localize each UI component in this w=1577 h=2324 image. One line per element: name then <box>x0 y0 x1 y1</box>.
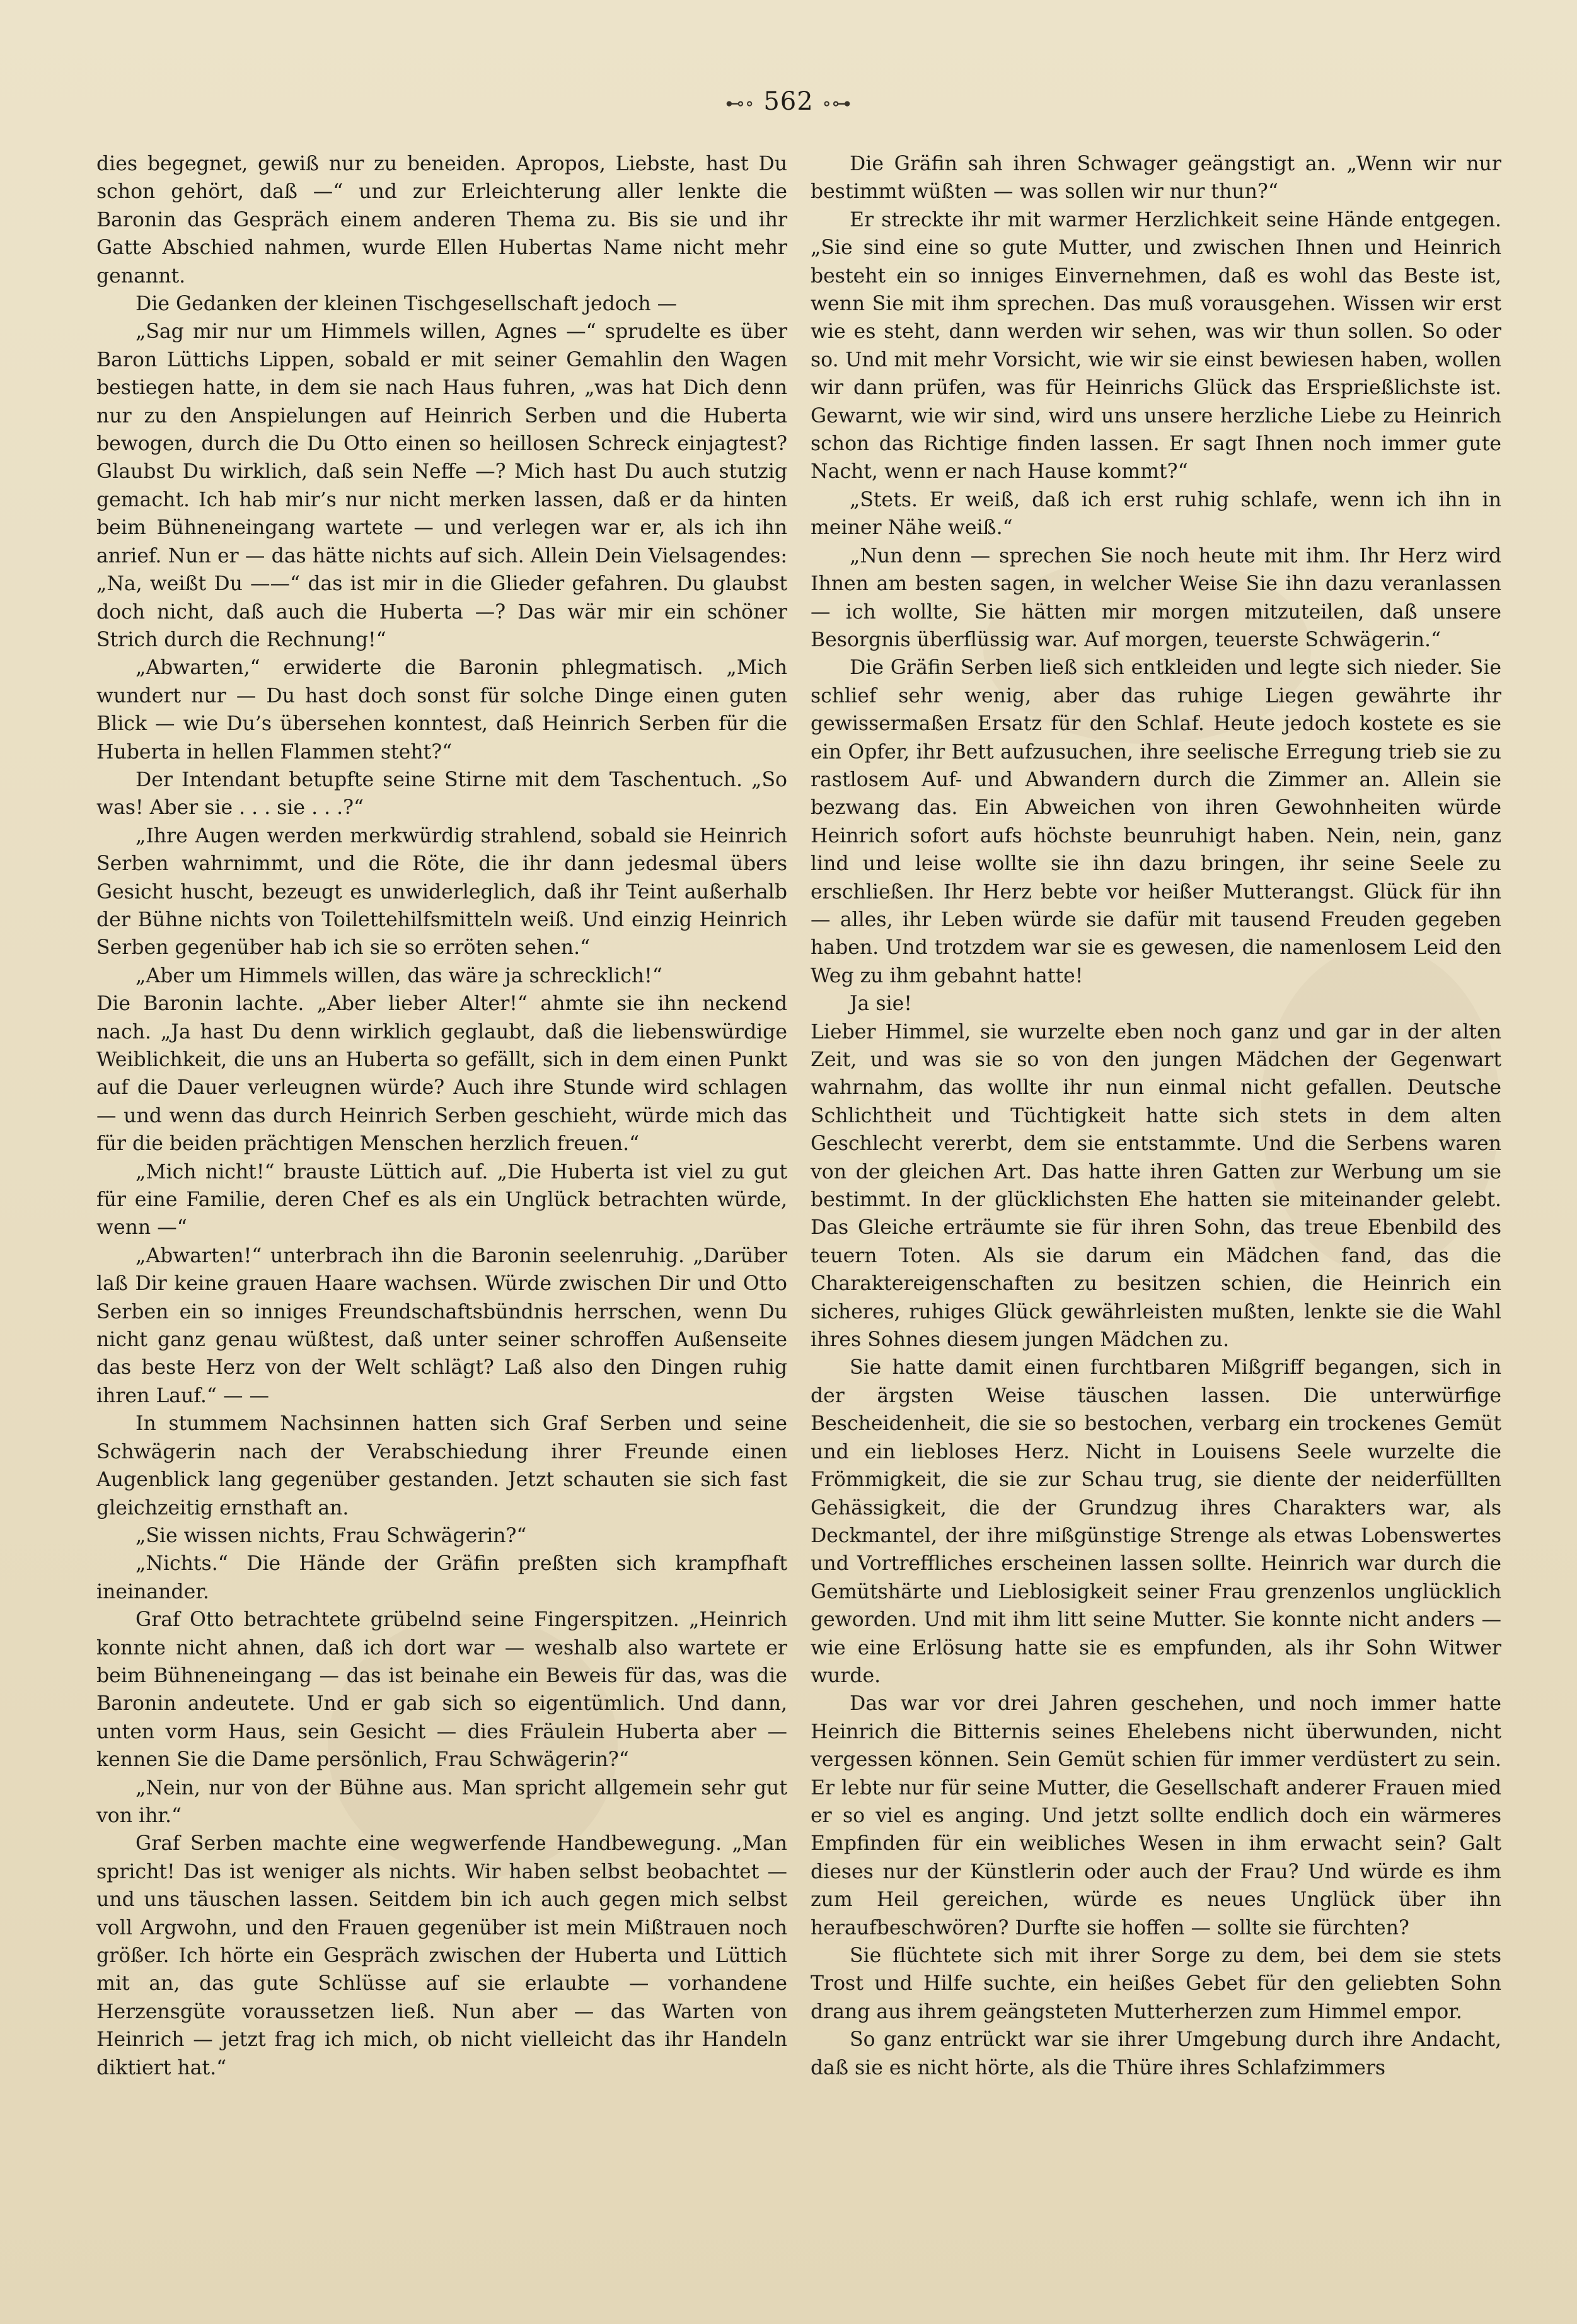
paragraph: „Nichts.“ Die Hände der Gräfin preßten sich krampfhaft ineinander. <box>96 1552 787 1603</box>
paragraph: Die Gräfin sah ihren Schwager geängstigt an. „Wenn wir nur bestimmt wüßten — was sollen wir nur thun?“ <box>811 153 1501 204</box>
paragraph: Er streckte ihr mit warmer Herzlichkeit seine Hände entgegen. „Sie sind eine so gute Mutter, und zwischen Ihnen und Heinrich besteht ein so inniges Einvernehmen, daß es wohl das Beste ist, wenn Sie mit ihm sprechen. Das muß vorausgehen. Wissen wir erst wie es steht, dann werden wir sehen, was wir thun sollen. So oder so. Und mit mehr Vorsicht, wie wir sie einst bewiesen haben, wollen wir dann prüfen, was für Heinrichs Glück das Ersprießlichste ist. Gewarnt, wie wir sind, wird uns unsere herzliche Liebe zu Heinrich schon das Richtige finden lassen. Er sagt Ihnen noch immer gute Nacht, wenn er nach Hause kommt?“ <box>811 208 1501 484</box>
page-header <box>0 87 1577 116</box>
paragraph: In stummem Nachsinnen hatten sich Graf Serben und seine Schwägerin nach der Verabschiedung ihrer Freunde einen Augenblick lang gegenüber gestanden. Jetzt schauten sie sich fast gleichzeitig ernsthaft an. <box>96 1412 787 1519</box>
paragraph: „Stets. Er weiß, daß ich erst ruhig schlafe, wenn ich ihn in meiner Nähe weiß.“ <box>811 488 1501 540</box>
paragraph: „Abwarten,“ erwiderte die Baronin phlegmatisch. „Mich wundert nur — Du hast doch sonst für solche Dinge einen guten Blick — wie Du’s übersehen konntest, daß Heinrich Serben für die Huberta in hellen Flammen steht?“ <box>96 656 787 764</box>
ornament-right: ∘⊶ <box>822 93 852 115</box>
paragraph: „Abwarten!“ unterbrach ihn die Baronin seelenruhig. „Darüber laß Dir keine grauen Haare wachsen. Würde zwischen Dir und Otto Serben ein so inniges Freundschaftsbündnis herrschen, wenn Du nicht ganz genau wüßtest, daß unter seiner schroffen Außenseite das beste Herz von der Welt schlägt? Laß also den Dingen ruhig ihren Lauf.“ — — <box>96 1244 787 1407</box>
paragraph: Ja sie! <box>850 992 912 1016</box>
paragraph: dies begegnet, gewiß nur zu beneiden. Apropos, Liebste, hast Du schon gehört, daß —“ und zur Erleichterung aller lenkte die Baronin das Gespräch einem anderen Thema zu. Bis sie und ihr Gatte Abschied nahmen, wurde Ellen Hubertas Name nicht mehr genannt. <box>96 153 787 288</box>
paragraph: „Mich nicht!“ brauste Lüttich auf. „Die Huberta ist viel zu gut für eine Familie, deren Chef es als ein Unglück betrachten würde, wenn —“ <box>96 1160 787 1240</box>
paragraph: „Nun denn — sprechen Sie noch heute mit ihm. Ihr Herz wird Ihnen am besten sagen, in welcher Weise Sie ihn dazu veranlassen — ich wollte, Sie hätten mir morgen mitzuteilen, daß unsere Besorgnis überflüssig war. Auf morgen, teuerste Schwägerin.“ <box>811 544 1501 651</box>
left-column <box>96 150 787 2082</box>
paragraph: „Sie wissen nichts, Frau Schwägerin?“ <box>136 1524 527 1547</box>
paragraph: „Sag mir nur um Himmels willen, Agnes —“ sprudelte es über Baron Lüttichs Lippen, sobald er mit seiner Gemahlin den Wagen bestiegen hatte, in dem sie nach Haus fuhren, „was hat Dich denn nur zu den Anspielungen auf Heinrich Serben und die Huberta bewogen, durch die Du Otto einen so heillosen Schreck einjagtest? Glaubst Du wirklich, daß sein Neffe —? Mich hast Du auch stutzig gemacht. Ich hab mir’s nur nicht merken lassen, daß er da hinten beim Bühneneingang wartete — und verlegen war er, als ich ihn anrief. Nun er — das hätte nichts auf sich. Allein Dein Vielsagendes: „Na, weißt Du ——“ das ist mir in die Glieder gefahren. Du glaubst doch nicht, daß auch die Huberta —? Das wär mir ein schöner Strich durch die Rechnung!“ <box>96 320 787 651</box>
paragraph: „Nein, nur von der Bühne aus. Man spricht allgemein sehr gut von ihr.“ <box>96 1776 787 1827</box>
paragraph: Die Baronin lachte. „Aber lieber Alter!“ ahmte sie ihn neckend nach. „Ja hast Du denn wirklich geglaubt, daß die liebenswürdige Weiblichkeit, die uns an Huberta so gefällt, sich in dem einen Punkt auf die Dauer verleugnen würde? Auch ihre Stunde wird schlagen — und wenn das durch Heinrich Serben geschieht, würde mich das für die beiden prächtigen Menschen herzlich freuen.“ <box>96 992 787 1156</box>
paragraph: Sie flüchtete sich mit ihrer Sorge zu dem, bei dem sie stets Trost und Hilfe suchte, ein heißes Gebet für den geliebten Sohn drang aus ihrem geängsteten Mutterherzen zum Himmel empor. <box>811 1944 1501 2023</box>
paragraph: Lieber Himmel, sie wurzelte eben noch ganz und gar in der alten Zeit, und was sie so von den jungen Mädchen der Gegenwart wahrnahm, das wollte ihr nun einmal nicht gefallen. Deutsche Schlichtheit und Tüchtigkeit hatte sich stets in dem alten Geschlecht vererbt, dem sie entstammte. Und die Serbens waren von der gleichen Art. Das hatte ihren Gatten zur Werbung um sie bestimmt. In der glücklichsten Ehe hatten sie miteinander gelebt. Das Gleiche erträumte sie für ihren Sohn, das treue Ebenbild des teuern Toten. Als sie darum ein Mädchen fand, das die Charaktereigenschaften zu besitzen schien, die Heinrich ein sicheres, ruhiges Glück gewährleisten mußten, lenkte sie die Wahl ihres Sohnes diesem jungen Mädchen zu. <box>811 1020 1501 1352</box>
paragraph: Der Intendant betupfte seine Stirne mit dem Taschentuch. „So was! Aber sie . . . sie . . .?“ <box>96 768 787 820</box>
ornament-left: ⊷∘ <box>725 93 755 115</box>
paragraph: So ganz entrückt war sie ihrer Umgebung durch ihre Andacht, daß sie es nicht hörte, als die Thüre ihres Schlafzimmers <box>811 2028 1501 2079</box>
paragraph: Sie hatte damit einen furchtbaren Mißgriff begangen, sich in der ärgsten Weise täuschen lassen. Die unterwürfige Bescheidenheit, die sie so bestochen, verbarg ein trockenes Gemüt und ein liebloses Herz. Nicht in Louisens Seele wurzelte die Frömmigkeit, die sie zur Schau trug, sie diente der neiderfüllten Gehässigkeit, die der Grundzug ihres Charakters war, als Deckmantel, der ihre mißgünstige Strenge als etwas Lobenswertes und Vortreffliches erscheinen lassen sollte. Heinrich war durch die Gemütshärte und Lieblosigkeit seiner Frau grenzenlos unglücklich geworden. Und mit ihm litt seine Mutter. Sie konnte nicht anders — wie eine Erlösung hatte sie es empfunden, als ihr Sohn Witwer wurde. <box>811 1356 1501 1687</box>
paragraph: „Ihre Augen werden merkwürdig strahlend, sobald sie Heinrich Serben wahrnimmt, und die Röte, die ihr dann jedesmal übers Gesicht huscht, bezeugt es unwiderleglich, daß ihr Teint außerhalb der Bühne nichts von Toilettehilfsmitteln weiß. Und einzig Heinrich Serben gegenüber hab ich sie so erröten sehen.“ <box>96 824 787 960</box>
paragraph: Das war vor drei Jahren geschehen, und noch immer hatte Heinrich die Bitternis seines Ehelebens nicht überwunden, nicht vergessen können. Sein Gemüt schien für immer verdüstert zu sein. Er lebte nur für seine Mutter, die Gesellschaft anderer Frauen mied er so viel es anging. Und jetzt sollte endlich doch ein wärmeres Empfinden für ein weibliches Wesen in ihm erwacht sein? Galt dieses nur der Künstlerin oder auch der Frau? Und würde es ihm zum Heil gereichen, würde es neues Unglück über ihn heraufbeschwören? Durfte sie hoffen — sollte sie fürchten? <box>811 1692 1501 1939</box>
paragraph: Graf Otto betrachtete grübelnd seine Fingerspitzen. „Heinrich konnte nicht ahnen, daß ich dort war — weshalb also wartete er beim Bühneneingang — das ist beinahe ein Beweis für das, was die Baronin andeutete. Und er gab sich so eigentümlich. Und dann, unten vorm Haus, sein Gesicht — dies Fräulein Huberta aber — kennen Sie die Dame persönlich, Frau Schwägerin?“ <box>96 1608 787 1772</box>
right-column <box>811 150 1501 2082</box>
paragraph: Die Gräfin Serben ließ sich entkleiden und legte sich nieder. Sie schlief sehr wenig, aber das ruhige Liegen gewährte ihr gewissermaßen Ersatz für den Schlaf. Heute jedoch kostete es sie ein Opfer, ihr Bett aufzusuchen, ihre seelische Erregung trieb sie zu rastlosem Auf- und Abwandern durch die Zimmer an. Allein sie bezwang das. Ein Abweichen von ihren Gewohnheiten würde Heinrich sofort aufs höchste beunruhigt haben. Nein, nein, ganz lind und leise wollte sie ihn dazu bringen, ihr seine Seele zu erschließen. Ihr Herz bebte vor heißer Mutterangst. Glück für ihn — alles, ihr Leben würde sie dafür mit tausend Freuden gegeben haben. Und trotzdem war sie es gewesen, die namenlosem Leid den Weg zu ihm gebahnt hatte! <box>811 656 1501 987</box>
paragraph: Die Gedanken der kleinen Tischgesellschaft jedoch — <box>136 293 678 316</box>
page-number: 562 <box>763 87 814 116</box>
paragraph: Graf Serben machte eine wegwerfende Handbewegung. „Man spricht! Das ist weniger als nichts. Wir haben selbst beobachtet — und uns täuschen lassen. Seitdem bin ich auch gegen mich selbst voll Argwohn, und den Frauen gegenüber ist mein Mißtrauen noch größer. Ich hörte ein Gespräch zwischen der Huberta und Lüttich mit an, das gute Schlüsse auf sie erlaubte — vorhandene Herzensgüte voraussetzen ließ. Nun aber — das Warten von Heinrich — jetzt frag ich mich, ob nicht vielleicht das ihr Handeln diktiert hat.“ <box>96 1832 787 2079</box>
paragraph: „Aber um Himmels willen, das wäre ja schrecklich!“ <box>136 964 662 987</box>
